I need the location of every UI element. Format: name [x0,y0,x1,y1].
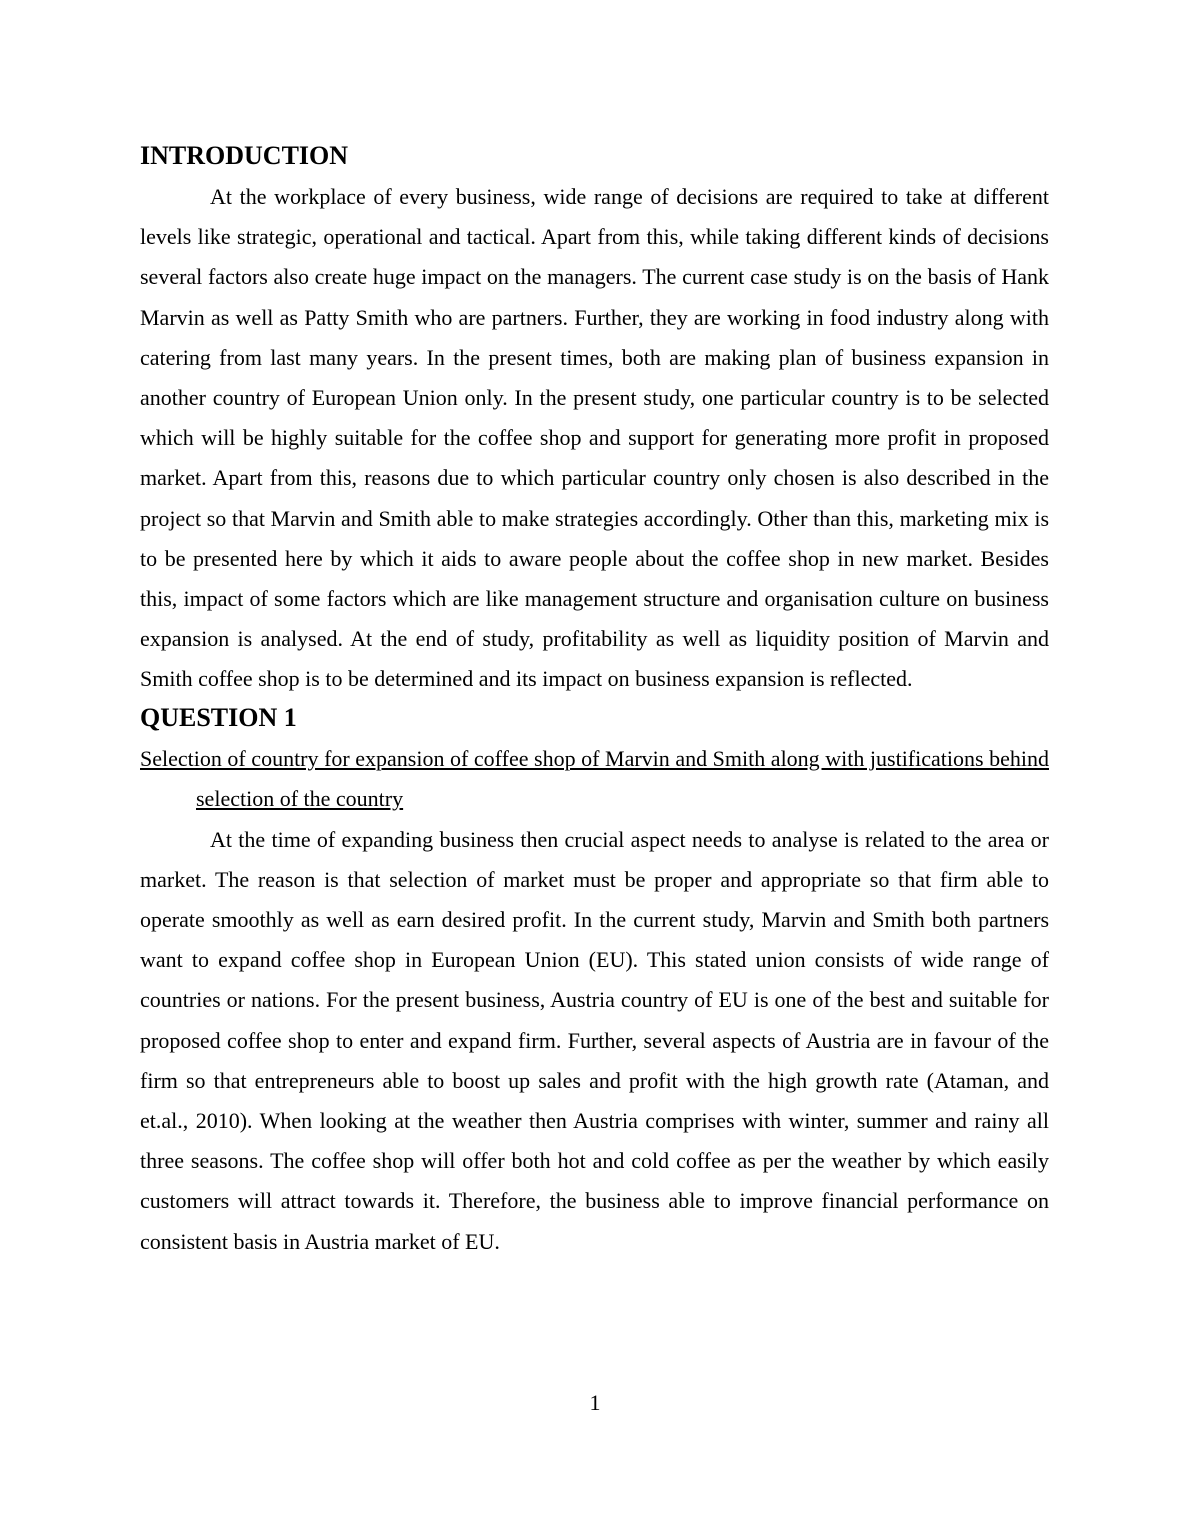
question-1-heading: QUESTION 1 [140,702,297,732]
page-content [140,138,1049,1262]
page-number: 1 [589,1390,601,1415]
question-1-subheading: Selection of country for expansion of coffee shop of Marvin and Smith along with justifications behind selection of the country [140,745,1049,812]
introduction-heading: INTRODUCTION [140,141,349,170]
question-1-paragraph: At the time of expanding business then crucial aspect needs to analyse is related to the area or market. The reason is that selection of market must be proper and appropriate so that firm able to operate smoothly as well as earn desired profit. In the current study, Marvin and Smith both partners want to expand coffee shop in European Union (EU). This stated union consists of wide range of countries or nations. For the present business, Austria country of EU is one of the best and suitable for proposed coffee shop to enter and expand firm. Further, several aspects of Austria are in favour of the firm so that entrepreneurs able to boost up sales and profit with the high growth rate (Ataman, and et.al., 2010). When looking at the weather then Austria comprises with winter, summer and rainy all three seasons. The coffee shop will offer both hot and cold coffee as per the weather by which easily customers will attract towards it. Therefore, the business able to improve financial performance on consistent basis in Austria market of EU. [140,826,1049,1254]
introduction-paragraph: At the workplace of every business, wide range of decisions are required to take at different levels like strategic, operational and tactical. Apart from this, while taking different kinds of decisions several factors also create huge impact on the managers. The current case study is on the basis of Hank Marvin as well as Patty Smith who are partners. Further, they are working in food industry along with catering from last many years. In the present times, both are making plan of business expansion in another country of European Union only. In the present study, one particular country is to be selected which will be highly suitable for the coffee shop and support for generating more profit in proposed market. Apart from this, reasons due to which particular country only chosen is also described in the project so that Marvin and Smith able to make strategies accordingly. Other than this, marketing mix is to be presented here by which it aids to aware people about the coffee shop in new market. Besides this, impact of some factors which are like management structure and organisation culture on business expansion is analysed. At the end of study, profitability as well as liquidity position of Marvin and Smith coffee shop is to be determined and its impact on business expansion is reflected. [140,184,1049,692]
